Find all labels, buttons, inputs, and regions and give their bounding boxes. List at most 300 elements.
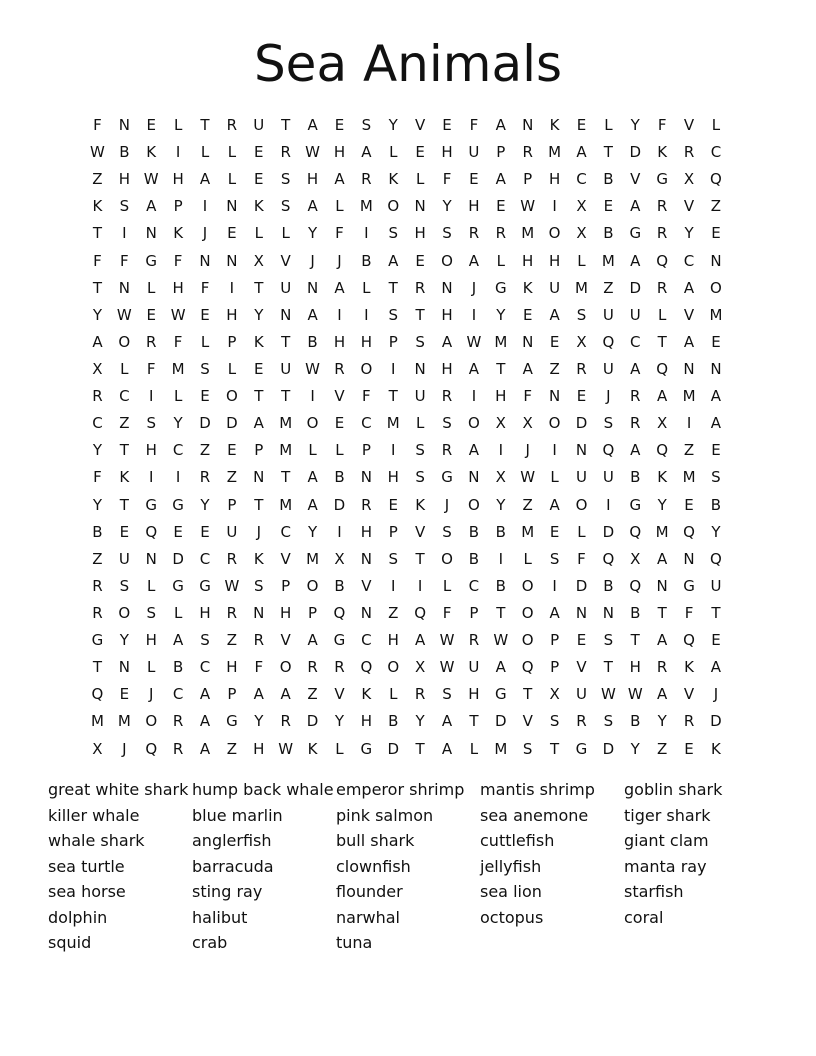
grid-letter: Q (91, 685, 104, 704)
grid-letter: N (414, 197, 426, 216)
grid-letter: G (333, 631, 346, 650)
grid-letter: P (523, 170, 533, 189)
grid-letter: C (172, 685, 184, 704)
word-list-item: octopus (480, 907, 544, 927)
grid-letter: A (657, 631, 668, 650)
grid-letter: Y (200, 495, 210, 514)
grid-letter: E (711, 441, 721, 460)
grid-letter: N (280, 305, 292, 324)
grid-letter: O (118, 332, 131, 351)
grid-letter: A (441, 712, 453, 731)
grid-letter: Q (602, 332, 615, 351)
grid-letter: T (92, 278, 103, 297)
grid-letter: V (280, 549, 291, 568)
grid-letter: C (576, 170, 587, 189)
grid-letter: D (602, 522, 615, 541)
grid-letter: O (360, 359, 373, 378)
grid-letter: M (279, 441, 293, 460)
grid-letter: B (710, 495, 722, 514)
grid-letter: N (683, 359, 695, 378)
grid-letter: A (199, 170, 211, 189)
grid-letter: E (711, 332, 721, 351)
word-list-item: hump back whale (192, 780, 334, 799)
grid-letter: N (710, 359, 722, 378)
grid-letter: H (172, 278, 184, 297)
grid-letter: K (307, 739, 318, 758)
grid-letter: Z (657, 739, 668, 758)
grid-letter: P (469, 603, 479, 622)
word-list-item: great white shark (48, 780, 189, 799)
grid-letter: K (253, 332, 264, 351)
grid-letter: E (200, 305, 210, 324)
grid-letter: L (442, 576, 452, 595)
grid-letter: A (630, 197, 641, 216)
grid-letter: E (173, 522, 183, 541)
grid-letter: R (441, 441, 453, 460)
grid-letter: I (149, 468, 154, 487)
grid-letter: M (494, 332, 508, 351)
word-list-item: jellyfish (480, 856, 542, 876)
grid-letter: N (253, 603, 265, 622)
grid-letter: K (684, 658, 694, 677)
grid-letter: V (415, 116, 426, 134)
grid-letter: T (711, 603, 721, 622)
grid-letter: H (522, 251, 534, 270)
grid-letter: S (254, 576, 264, 595)
grid-letter: M (279, 414, 293, 433)
grid-letter: N (575, 441, 588, 460)
grid-letter: P (496, 143, 506, 162)
grid-letter: N (710, 251, 722, 270)
grid-letter: A (657, 549, 668, 568)
grid-letter: N (360, 468, 372, 487)
grid-letter: U (710, 576, 722, 595)
word-list-item: tuna (336, 933, 373, 952)
grid-letter: L (362, 278, 371, 297)
grid-letter: R (253, 631, 264, 650)
grid-letter: R (414, 278, 426, 297)
grid-letter: U (549, 278, 561, 297)
grid-letter: G (145, 251, 158, 270)
grid-letter: O (521, 631, 534, 650)
grid-letter: F (577, 549, 586, 568)
grid-letter: Z (710, 197, 722, 216)
grid-letter: F (173, 332, 183, 351)
grid-letter: R (172, 739, 184, 758)
grid-letter: O (387, 197, 400, 216)
grid-letter: I (122, 224, 127, 243)
grid-letter: N (360, 603, 372, 622)
grid-letter: Q (521, 658, 534, 677)
grid-letter: I (391, 441, 396, 460)
grid-letter: M (386, 414, 400, 433)
grid-letter: O (441, 251, 453, 270)
grid-letter: B (92, 522, 103, 541)
grid-letter: R (280, 712, 291, 731)
grid-letter: A (307, 197, 318, 216)
grid-letter: F (120, 251, 129, 270)
word-list-item: goblin shark (624, 780, 723, 799)
grid-letter: W (305, 143, 320, 162)
grid-letter: X (495, 414, 506, 433)
grid-letter: A (415, 631, 426, 650)
grid-letter: R (656, 658, 668, 677)
grid-letter: W (466, 332, 482, 351)
grid-letter: H (333, 332, 346, 351)
grid-letter: E (711, 631, 721, 650)
word-list-item: whale shark (48, 831, 145, 850)
grid-letter: B (495, 522, 506, 541)
grid-letter: T (388, 387, 398, 406)
grid-letter: F (442, 603, 452, 622)
grid-letter: H (280, 603, 292, 622)
grid-letter: V (522, 712, 533, 731)
grid-letter: I (364, 224, 369, 243)
grid-letter: Q (602, 549, 615, 568)
letter-grid (84, 112, 729, 763)
grid-letter: P (388, 332, 398, 351)
grid-letter: E (549, 332, 560, 351)
grid-letter: Q (602, 441, 615, 460)
grid-letter: L (254, 224, 263, 243)
grid-letter: R (441, 387, 453, 406)
grid-letter: M (655, 522, 669, 541)
grid-letter: T (281, 116, 291, 134)
grid-letter: E (254, 143, 264, 162)
grid-letter: G (91, 631, 104, 650)
grid-letter: A (253, 685, 264, 704)
word-list-item: bull shark (336, 831, 415, 850)
grid-letter: Z (388, 603, 399, 622)
grid-letter: K (415, 495, 426, 514)
grid-letter: B (334, 468, 345, 487)
grid-letter: D (199, 414, 211, 433)
grid-letter: O (387, 658, 400, 677)
grid-letter: Q (683, 631, 695, 650)
grid-letter: M (682, 468, 696, 487)
grid-letter: T (254, 387, 264, 406)
grid-letter: L (389, 685, 398, 704)
grid-letter: Z (92, 170, 103, 189)
grid-letter: L (469, 739, 479, 758)
grid-letter: G (172, 576, 184, 595)
grid-letter: V (683, 685, 695, 704)
grid-letter: F (173, 251, 183, 270)
grid-letter: X (576, 197, 587, 216)
grid-letter: Y (307, 224, 318, 243)
grid-letter: F (146, 359, 156, 378)
grid-letter: Y (496, 305, 506, 324)
grid-letter: W (278, 739, 294, 758)
grid-letter: T (200, 116, 210, 134)
grid-letter: R (334, 658, 345, 677)
grid-letter: S (415, 441, 425, 460)
grid-letter: T (657, 332, 667, 351)
grid-letter: A (441, 739, 453, 758)
grid-letter: O (306, 576, 319, 595)
grid-letter: D (710, 712, 722, 731)
grid-letter: S (146, 603, 156, 622)
grid-letter: Q (333, 603, 346, 622)
grid-letter: S (603, 712, 614, 731)
grid-letter: H (360, 332, 372, 351)
grid-letter: A (361, 143, 372, 162)
grid-letter: X (253, 251, 264, 270)
grid-letter: R (92, 576, 103, 595)
grid-letter: K (253, 549, 264, 568)
grid-letter: V (683, 197, 695, 216)
grid-letter: K (711, 739, 721, 758)
grid-letter: T (92, 224, 103, 243)
grid-letter: C (119, 387, 130, 406)
grid-letter: J (149, 685, 154, 704)
grid-letter: O (468, 414, 480, 433)
grid-letter: I (686, 414, 692, 433)
word-list-item: manta ray (624, 856, 707, 876)
grid-letter: T (281, 468, 291, 487)
grid-letter: A (388, 251, 399, 270)
word-list-item: sting ray (192, 882, 263, 901)
grid-letter: A (253, 414, 264, 433)
grid-letter: E (200, 522, 210, 541)
grid-letter: V (576, 658, 587, 677)
grid-letter: V (630, 170, 641, 189)
grid-letter: O (306, 414, 319, 433)
grid-letter: Q (656, 441, 669, 460)
grid-letter: A (630, 441, 641, 460)
grid-letter: H (414, 224, 426, 243)
grid-letter: X (522, 414, 533, 433)
grid-letter: U (468, 658, 480, 677)
grid-letter: U (602, 305, 614, 324)
grid-letter: L (577, 251, 586, 270)
grid-letter: Z (119, 414, 130, 433)
grid-letter: E (334, 116, 345, 134)
grid-letter: U (226, 522, 238, 541)
grid-letter: H (360, 712, 372, 731)
grid-letter: S (442, 685, 452, 704)
grid-letter: M (709, 305, 723, 324)
grid-letter: O (468, 495, 480, 514)
grid-letter: W (627, 685, 643, 704)
grid-letter: N (602, 603, 614, 622)
grid-letter: A (199, 685, 211, 704)
grid-letter: R (576, 359, 587, 378)
grid-letter: E (334, 414, 345, 433)
grid-letter: I (552, 197, 557, 216)
grid-letter: Y (119, 631, 129, 650)
grid-letter: R (468, 224, 480, 243)
grid-letter: R (495, 224, 507, 243)
grid-letter: Q (629, 522, 642, 541)
grid-letter: L (657, 305, 667, 324)
grid-letter: E (576, 116, 587, 134)
grid-letter: A (710, 658, 722, 677)
grid-letter: W (305, 359, 320, 378)
grid-letter: P (388, 522, 398, 541)
grid-letter: G (656, 170, 668, 189)
grid-letter: I (606, 495, 611, 514)
grid-letter: C (199, 658, 211, 677)
grid-letter: W (143, 170, 159, 189)
grid-letter: E (119, 685, 130, 704)
grid-letter: E (684, 495, 694, 514)
grid-letter: G (629, 224, 642, 243)
grid-letter: D (629, 278, 642, 297)
grid-letter: U (118, 549, 130, 568)
grid-letter: B (468, 522, 480, 541)
grid-letter: E (576, 631, 587, 650)
grid-letter: A (657, 387, 668, 406)
grid-letter: O (521, 603, 534, 622)
grid-letter: T (415, 739, 425, 758)
grid-letter: M (548, 143, 562, 162)
grid-letter: Z (683, 441, 695, 460)
grid-letter: S (200, 359, 210, 378)
grid-letter: G (575, 739, 588, 758)
grid-letter: Q (414, 603, 427, 622)
grid-letter: J (202, 224, 208, 243)
grid-letter: L (200, 332, 210, 351)
grid-letter: V (683, 116, 695, 134)
grid-letter: R (146, 332, 157, 351)
grid-letter: U (602, 468, 614, 487)
grid-letter: A (657, 685, 668, 704)
grid-letter: C (172, 441, 184, 460)
grid-letter: T (630, 631, 640, 650)
grid-letter: W (224, 576, 240, 595)
grid-letter: Y (334, 712, 345, 731)
word-list-item: narwhal (336, 907, 400, 927)
grid-letter: E (415, 143, 425, 162)
grid-letter: B (603, 576, 614, 595)
grid-letter: Y (92, 495, 103, 514)
grid-letter: A (495, 116, 506, 134)
grid-letter: G (494, 685, 507, 704)
grid-letter: Y (254, 305, 264, 324)
grid-letter: V (361, 576, 372, 595)
grid-letter: A (710, 387, 722, 406)
grid-letter: B (603, 224, 614, 243)
grid-letter: H (548, 251, 561, 270)
grid-letter: N (468, 468, 480, 487)
grid-letter: M (521, 522, 535, 541)
grid-letter: E (200, 387, 210, 406)
grid-letter: Y (92, 441, 103, 460)
grid-letter: R (199, 468, 211, 487)
grid-letter: A (549, 603, 560, 622)
grid-letter: Q (360, 658, 373, 677)
grid-letter: M (306, 549, 320, 568)
grid-letter: R (334, 359, 345, 378)
grid-letter: L (227, 359, 237, 378)
grid-letter: A (630, 251, 641, 270)
grid-letter: X (92, 739, 103, 758)
grid-letter: X (576, 332, 587, 351)
grid-letter: N (683, 549, 695, 568)
grid-letter: A (710, 414, 722, 433)
grid-letter: F (200, 278, 210, 297)
grid-letter: Z (92, 549, 103, 568)
grid-letter: Q (629, 576, 642, 595)
grid-letter: I (337, 305, 342, 324)
grid-letter: U (253, 116, 265, 134)
grid-letter: T (119, 441, 129, 460)
grid-letter: O (441, 549, 453, 568)
grid-letter: A (630, 359, 641, 378)
grid-letter: W (90, 143, 105, 162)
grid-letter: A (307, 495, 318, 514)
grid-letter: C (361, 414, 372, 433)
grid-letter: I (552, 576, 557, 595)
grid-letter: I (175, 143, 181, 162)
word-list-item: squid (48, 933, 92, 952)
grid-letter: R (656, 224, 668, 243)
grid-letter: H (495, 387, 507, 406)
grid-letter: Y (684, 224, 694, 243)
grid-letter: M (279, 495, 293, 514)
grid-letter: C (683, 251, 695, 270)
grid-letter: Y (630, 116, 640, 134)
grid-letter: I (391, 359, 396, 378)
word-list-item: starfish (624, 882, 684, 901)
grid-letter: N (226, 197, 238, 216)
grid-letter: E (227, 224, 237, 243)
grid-letter: A (334, 170, 345, 189)
grid-letter: W (170, 305, 186, 324)
grid-letter: G (629, 495, 642, 514)
grid-letter: D (172, 549, 184, 568)
grid-letter: D (306, 712, 319, 731)
grid-letter: A (495, 658, 506, 677)
grid-letter: B (388, 712, 399, 731)
grid-letter: F (657, 116, 667, 134)
grid-letter: L (173, 387, 183, 406)
word-list-item: sea horse (48, 882, 126, 901)
grid-letter: L (147, 658, 156, 677)
grid-letter: H (441, 143, 453, 162)
grid-letter: N (575, 603, 588, 622)
word-list-item: anglerfish (192, 831, 272, 850)
grid-letter: N (548, 387, 561, 406)
grid-letter: E (227, 441, 237, 460)
grid-letter: O (279, 658, 292, 677)
grid-letter: K (361, 685, 372, 704)
grid-letter: S (576, 305, 587, 324)
grid-letter: T (119, 495, 129, 514)
grid-letter: J (337, 251, 342, 270)
grid-letter: G (494, 278, 507, 297)
grid-letter: J (713, 685, 719, 704)
grid-letter: T (92, 658, 103, 677)
grid-letter: F (93, 251, 102, 270)
grid-letter: X (549, 685, 560, 704)
grid-letter: Y (92, 305, 103, 324)
grid-letter: F (684, 603, 694, 622)
grid-letter: A (522, 359, 533, 378)
grid-letter: K (657, 143, 668, 162)
grid-letter: F (93, 468, 102, 487)
grid-letter: H (253, 739, 265, 758)
grid-letter: L (227, 170, 237, 189)
grid-letter: C (468, 576, 480, 595)
grid-letter: J (471, 278, 477, 297)
grid-letter: K (549, 116, 560, 134)
grid-letter: W (439, 658, 455, 677)
word-list-item: cuttlefish (480, 831, 555, 850)
grid-letter: P (227, 495, 237, 514)
grid-letter: Q (145, 522, 158, 541)
